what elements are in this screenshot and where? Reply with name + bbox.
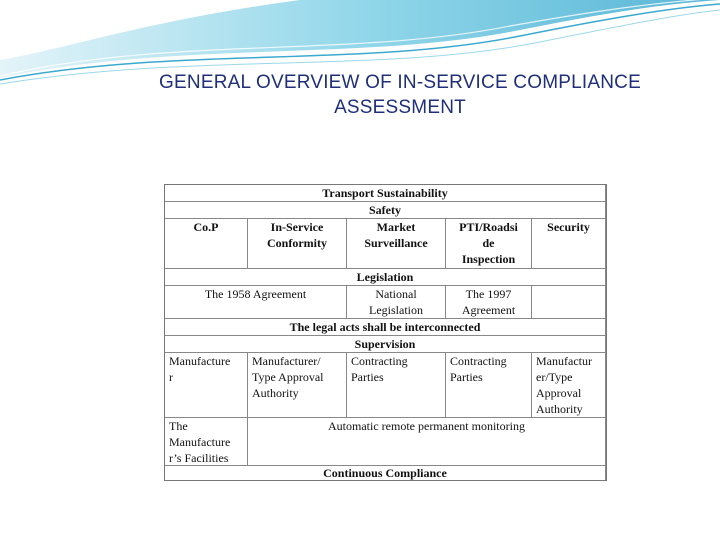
cell-contracting-parties-2: Contracting Parties (446, 353, 532, 418)
cell-contracting-parties-1: Contracting Parties (347, 353, 446, 418)
cell-empty (532, 286, 606, 319)
cell-security: Security (532, 219, 606, 269)
table-row-safety: Safety (165, 202, 606, 219)
table-row-legal-acts: The legal acts shall be interconnected (165, 319, 606, 336)
cell-automatic-remote-monitoring: Automatic remote permanent monitoring (248, 418, 606, 466)
cell-in-service-conformity: In-Service Conformity (248, 219, 347, 269)
slide-title-line1: GENERAL OVERVIEW OF IN-SERVICE COMPLIANCE (159, 72, 641, 93)
table-row-transport-sustainability: Transport Sustainability (165, 185, 606, 202)
cell-national-legislation: National Legislation (347, 286, 446, 319)
cell-manufacturer-type-approval-authority-2: Manufactur er/Type Approval Authority (532, 353, 606, 418)
table-row-supervision: Supervision (165, 336, 606, 353)
table-row-legislation: Legislation (165, 269, 606, 286)
cell-manufacturer: Manufacture r (165, 353, 248, 418)
compliance-table (164, 184, 607, 481)
cell-1997-agreement: The 1997 Agreement (446, 286, 532, 319)
cell-cop: Co.P (165, 219, 248, 269)
cell-market-surveillance: Market Surveillance (347, 219, 446, 269)
slide-title (100, 70, 700, 120)
table-row-continuous-compliance: Continuous Compliance (165, 466, 606, 480)
cell-1958-agreement: The 1958 Agreement (165, 286, 347, 319)
cell-manufacturers-facilities: The Manufacture r’s Facilities (165, 418, 248, 466)
cell-pti-roadside-inspection: PTI/Roadsi de Inspection (446, 219, 532, 269)
slide-title-line2: ASSESSMENT (334, 97, 466, 118)
cell-manufacturer-type-approval-authority: Manufacturer/ Type Approval Authority (248, 353, 347, 418)
